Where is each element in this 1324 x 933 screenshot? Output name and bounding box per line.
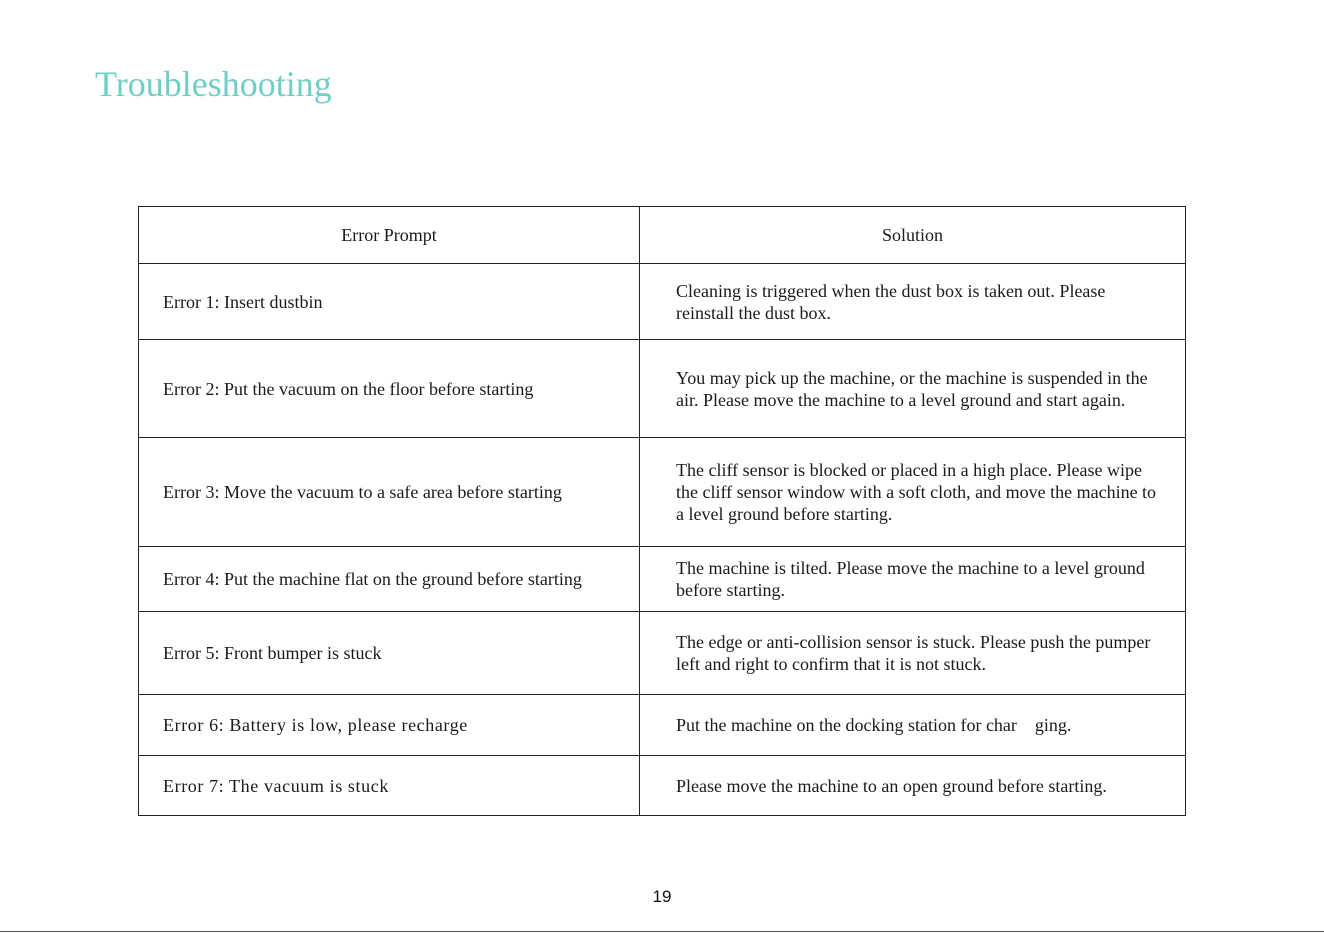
table-row <box>139 547 1186 612</box>
solution-cell: Put the machine on the docking station for char ging. <box>640 695 1186 756</box>
header-solution: Solution <box>640 207 1186 264</box>
table-row <box>139 340 1186 438</box>
header-error-prompt: Error Prompt <box>139 207 640 264</box>
solution-cell: The machine is tilted. Please move the machine to a level ground before starting. <box>640 547 1186 612</box>
solution-cell: You may pick up the machine, or the machine is suspended in the air. Please move the machine to a level ground and start again. <box>640 340 1186 438</box>
error-prompt-cell: Error 4: Put the machine flat on the ground before starting <box>139 547 640 612</box>
table-row <box>139 756 1186 816</box>
error-prompt-cell: Error 3: Move the vacuum to a safe area before starting <box>139 438 640 547</box>
troubleshooting-table <box>138 206 1186 816</box>
error-prompt-cell: Error 5: Front bumper is stuck <box>139 612 640 695</box>
troubleshooting-table-container <box>138 206 1185 816</box>
page-title: Troubleshooting <box>95 64 332 104</box>
table-row <box>139 264 1186 340</box>
table-row <box>139 695 1186 756</box>
error-prompt-cell: Error 2: Put the vacuum on the floor before starting <box>139 340 640 438</box>
bottom-divider <box>0 931 1324 932</box>
error-prompt-cell: Error 1: Insert dustbin <box>139 264 640 340</box>
page-number: 19 <box>652 887 672 906</box>
solution-cell: Cleaning is triggered when the dust box is taken out. Please reinstall the dust box. <box>640 264 1186 340</box>
solution-cell: Please move the machine to an open ground before starting. <box>640 756 1186 816</box>
solution-cell: The cliff sensor is blocked or placed in a high place. Please wipe the cliff sensor window with a soft cloth, and move the machine to a level ground before starting. <box>640 438 1186 547</box>
table-row <box>139 612 1186 695</box>
solution-cell: The edge or anti-collision sensor is stuck. Please push the pumper left and right to confirm that it is not stuck. <box>640 612 1186 695</box>
table-header-row <box>139 207 1186 264</box>
error-prompt-cell: Error 6: Battery is low, please recharge <box>139 695 640 756</box>
table-row <box>139 438 1186 547</box>
error-prompt-cell: Error 7: The vacuum is stuck <box>139 756 640 816</box>
